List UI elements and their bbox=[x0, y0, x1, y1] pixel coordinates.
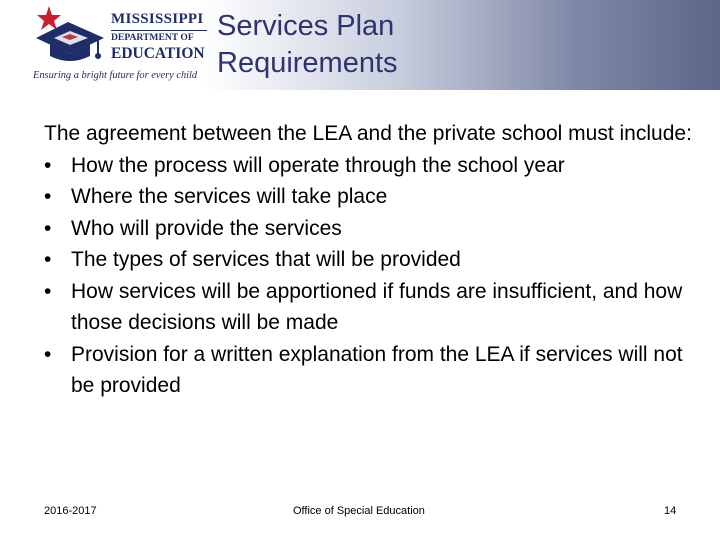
bullet-icon: • bbox=[44, 248, 52, 271]
logo-wordmark bbox=[111, 12, 207, 61]
list-item bbox=[44, 276, 694, 339]
bullet-icon: • bbox=[44, 185, 52, 208]
slide-title bbox=[217, 8, 398, 82]
list-item bbox=[44, 150, 694, 182]
logo-department: DEPARTMENT OF bbox=[111, 30, 207, 43]
logo-education: EDUCATION bbox=[111, 44, 205, 62]
list-item bbox=[44, 339, 694, 402]
bullet-icon: • bbox=[44, 153, 52, 177]
star-icon bbox=[37, 6, 61, 30]
slide-title-line2: Requirements bbox=[217, 47, 398, 79]
bullet-icon: • bbox=[44, 279, 52, 303]
list-item-text: The types of services that will be provided bbox=[71, 248, 461, 271]
list-item bbox=[44, 244, 694, 276]
list-item-text: Who will provide the services bbox=[71, 216, 342, 240]
mde-logo bbox=[30, 4, 208, 88]
logo-state: MISSISSIPPI bbox=[111, 11, 204, 27]
footer-office: Office of Special Education bbox=[293, 505, 425, 517]
footer-year: 2016-2017 bbox=[44, 505, 97, 517]
graduation-cap-star-icon bbox=[30, 4, 110, 70]
page-number: 14 bbox=[664, 505, 677, 517]
slide-title-line1: Services Plan bbox=[217, 10, 395, 42]
bullet-icon: • bbox=[44, 216, 52, 240]
bullet-icon: • bbox=[44, 342, 52, 366]
logo-tagline: Ensuring a bright future for every child bbox=[33, 70, 198, 81]
list-item-text: Where the services will take place bbox=[71, 185, 388, 208]
list-item-text: Provision for a written explanation from the LEA if services will not be provided bbox=[71, 342, 683, 397]
requirements-list bbox=[44, 150, 694, 402]
list-item-text: How the process will operate through the school year bbox=[71, 153, 565, 177]
list-item bbox=[44, 181, 694, 213]
list-item-text: How services will be apportioned if funds are insufficient, and how those decisions will be made bbox=[71, 279, 683, 334]
slide-body bbox=[44, 118, 694, 402]
list-item bbox=[44, 213, 694, 245]
intro-text: The agreement between the LEA and the private school must include: bbox=[44, 122, 692, 145]
